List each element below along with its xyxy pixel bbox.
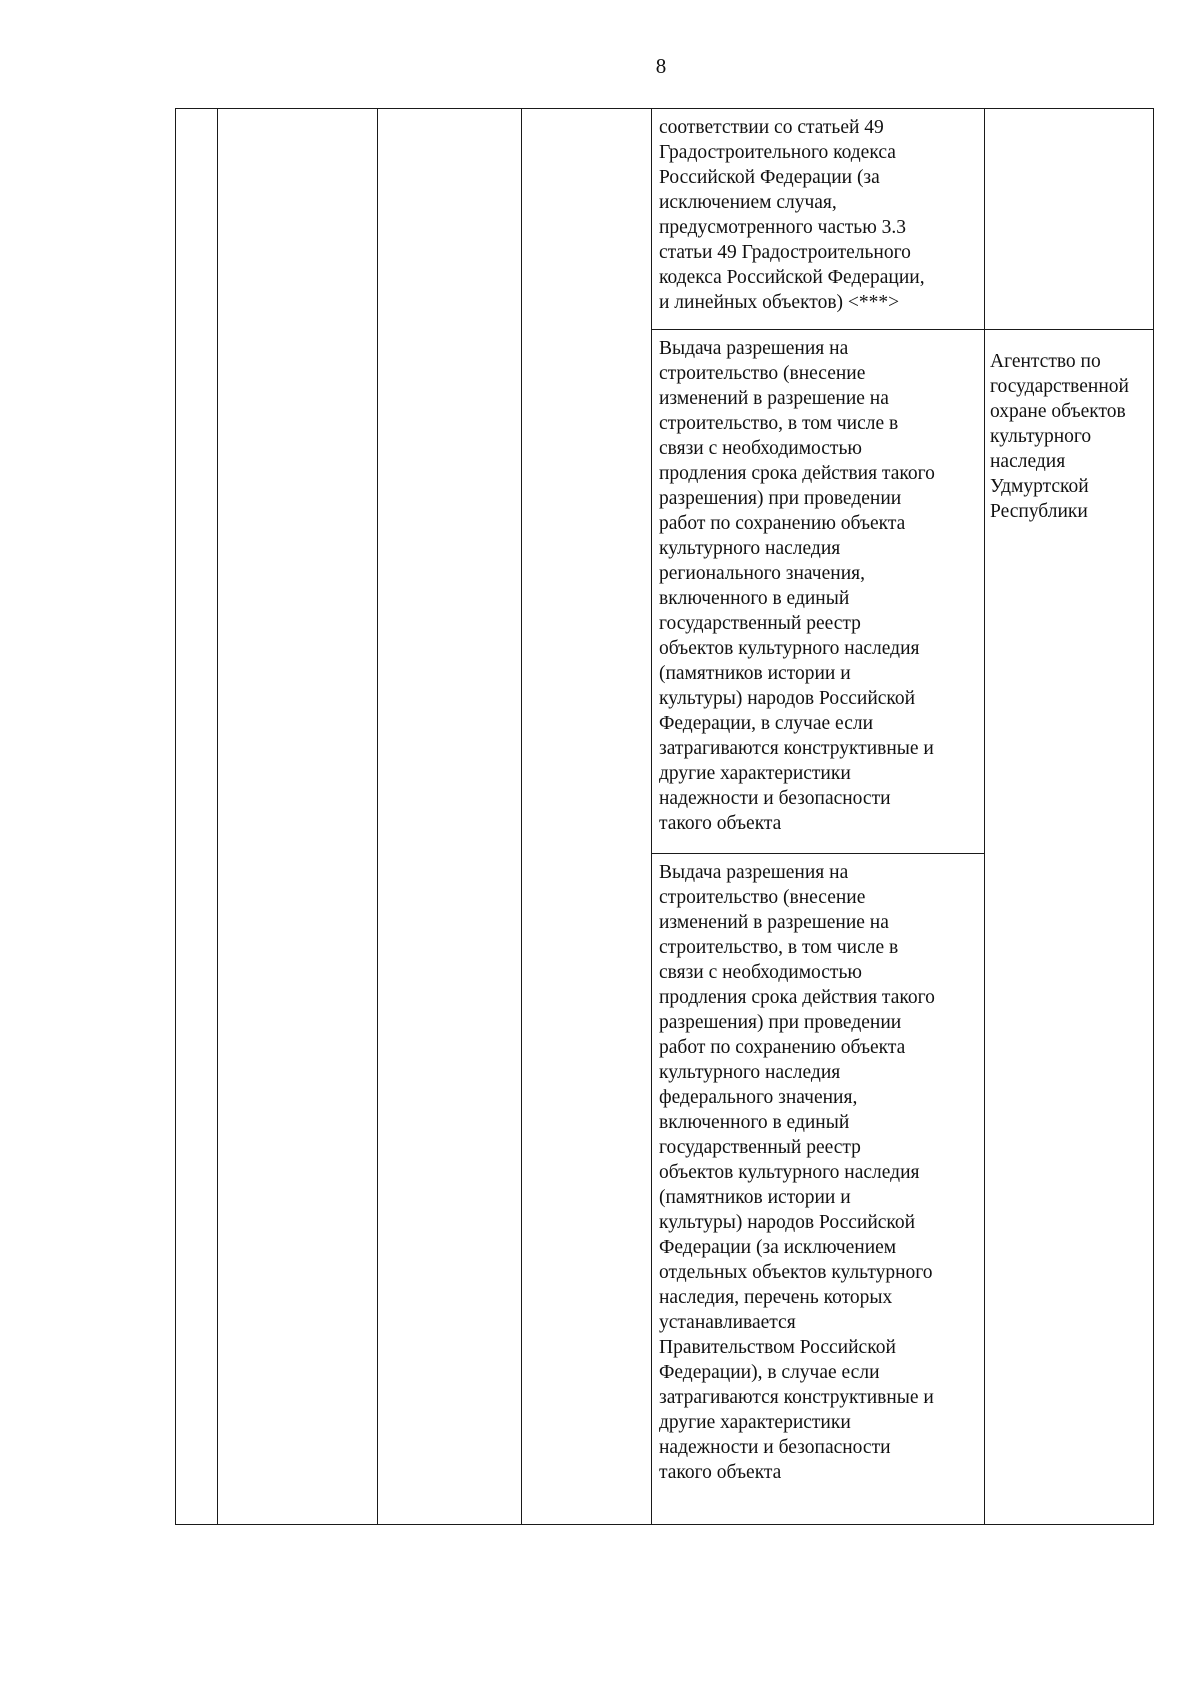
service-description-cell bbox=[652, 854, 985, 1525]
services-table bbox=[175, 108, 1154, 1525]
service-description-cell bbox=[652, 330, 985, 854]
page-number: 8 bbox=[655, 54, 667, 78]
authority-name: Агентство по государственной охране объектов культурного наследия Удмуртской Республики bbox=[990, 351, 1129, 522]
authority-cell bbox=[985, 330, 1154, 1525]
table-row bbox=[176, 109, 1154, 330]
empty-column-cell bbox=[218, 109, 378, 1525]
number-cell bbox=[176, 109, 218, 1525]
service-description-cell bbox=[652, 109, 985, 330]
authority-name bbox=[985, 109, 1153, 128]
empty-column-cell bbox=[378, 109, 522, 1525]
authority-cell bbox=[985, 109, 1154, 330]
service-description: Выдача разрешения на строительство (внесение изменений в разрешение на строительство, в том числе в связи с необходимостью продления срока действия такого разрешения) при проведении работ по сохранению объекта культурного наследия федерального значения, включенного в единый государственный реестр объектов культурного наследия (памятников истории и культуры) народов Российской Федерации (за исключением отдельных объектов культурного наследия, перечень которых устанавливается Правительством Российской Федерации), в случае если затрагиваются конструктивные и другие характеристики надежности и безопасности такого объекта bbox=[659, 862, 935, 1483]
service-description: Выдача разрешения на строительство (внесение изменений в разрешение на строительство, в том числе в связи с необходимостью продления срока действия такого разрешения) при проведении работ по сохранению объекта культурного наследия регионального значения, включенного в единый государственный реестр объектов культурного наследия (памятников истории и культуры) народов Российской Федерации, в случае если затрагиваются конструктивные и другие характеристики надежности и безопасности такого объекта bbox=[659, 338, 935, 834]
service-description: соответствии со статьей 49 Градостроительного кодекса Российской Федерации (за исключением случая, предусмотренного частью 3.3 статьи 49 Градостроительного кодекса Российской Федерации, и линейных объектов) <***> bbox=[659, 117, 925, 313]
empty-column-cell bbox=[522, 109, 652, 1525]
